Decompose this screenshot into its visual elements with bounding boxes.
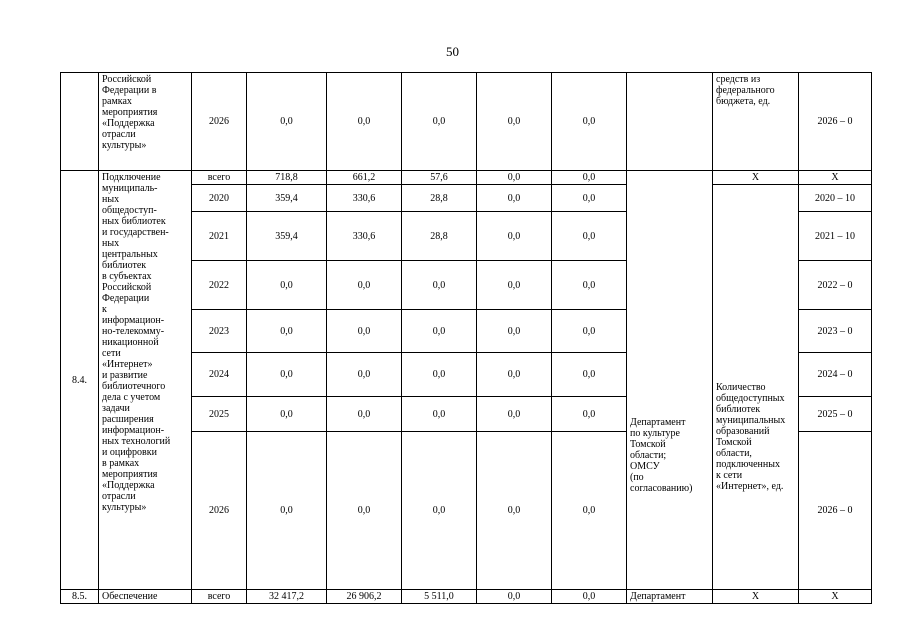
x-cell: Х — [799, 590, 872, 604]
year-cell: 2025 — [192, 397, 247, 432]
year-cell: 2020 — [192, 185, 247, 212]
federal-cell: 661,2 — [327, 171, 402, 185]
indicator-value-cell: 2021 – 10 — [799, 212, 872, 261]
regional-cell: 0,0 — [402, 397, 477, 432]
regional-cell: 0,0 — [402, 432, 477, 590]
indicator-value-cell: 2022 – 0 — [799, 261, 872, 310]
x-cell: Х — [713, 590, 799, 604]
year-cell: 2026 — [192, 432, 247, 590]
federal-cell: 0,0 — [327, 432, 402, 590]
local-cell: 0,0 — [477, 171, 552, 185]
local-cell: 0,0 — [477, 185, 552, 212]
local-cell: 0,0 — [477, 590, 552, 604]
federal-cell: 330,6 — [327, 212, 402, 261]
year-cell: 2026 — [192, 73, 247, 171]
other-cell: 0,0 — [552, 261, 627, 310]
table-row-continuation — [61, 73, 872, 171]
local-cell: 0,0 — [477, 310, 552, 353]
other-cell: 0,0 — [552, 73, 627, 171]
section-name-8-5: Обеспечение — [99, 590, 192, 604]
regional-cell: 57,6 — [402, 171, 477, 185]
other-cell: 0,0 — [552, 212, 627, 261]
total-cell: 359,4 — [247, 185, 327, 212]
total-cell: 0,0 — [247, 432, 327, 590]
total-cell: 359,4 — [247, 212, 327, 261]
federal-cell: 0,0 — [327, 397, 402, 432]
regional-cell: 28,8 — [402, 185, 477, 212]
year-cell: 2021 — [192, 212, 247, 261]
other-cell: 0,0 — [552, 397, 627, 432]
year-cell: всего — [192, 590, 247, 604]
regional-cell: 0,0 — [402, 310, 477, 353]
local-cell: 0,0 — [477, 73, 552, 171]
local-cell: 0,0 — [477, 212, 552, 261]
indicator-value-cell: 2024 – 0 — [799, 353, 872, 397]
local-cell: 0,0 — [477, 397, 552, 432]
regional-cell: 28,8 — [402, 212, 477, 261]
num-cell — [61, 73, 99, 171]
other-cell: 0,0 — [552, 310, 627, 353]
measure-name-cell: Российской Федерации в рамках мероприятия «Поддержка отрасли культуры» — [99, 73, 192, 171]
indicator-cell: средств из федерального бюджета, ед. — [713, 73, 799, 171]
indicator-value-cell: 2026 – 0 — [799, 432, 872, 590]
total-cell: 32 417,2 — [247, 590, 327, 604]
indicator-value-cell: 2020 – 10 — [799, 185, 872, 212]
year-cell: 2022 — [192, 261, 247, 310]
total-cell: 0,0 — [247, 353, 327, 397]
budget-table — [60, 72, 872, 604]
year-cell: 2024 — [192, 353, 247, 397]
x-cell: Х — [713, 171, 799, 185]
other-cell: 0,0 — [552, 432, 627, 590]
federal-cell: 0,0 — [327, 261, 402, 310]
indicator-8-4: Количество общедоступных библиотек муниципальных образований Томской области, подключенных к сети «Интернет», ед. — [713, 185, 799, 590]
indicator-value-cell: 2023 – 0 — [799, 310, 872, 353]
local-cell: 0,0 — [477, 353, 552, 397]
local-cell: 0,0 — [477, 261, 552, 310]
table-row-8-5 — [61, 590, 872, 604]
year-cell: 2023 — [192, 310, 247, 353]
x-cell: Х — [799, 171, 872, 185]
other-cell: 0,0 — [552, 185, 627, 212]
total-cell: 718,8 — [247, 171, 327, 185]
other-cell: 0,0 — [552, 171, 627, 185]
federal-cell: 330,6 — [327, 185, 402, 212]
federal-cell: 0,0 — [327, 353, 402, 397]
page-number: 50 — [446, 44, 459, 59]
table-row-8-4-total — [61, 171, 872, 185]
federal-cell: 0,0 — [327, 310, 402, 353]
total-cell: 0,0 — [247, 397, 327, 432]
executor-cell — [627, 73, 713, 171]
section-name-8-4: Подключение муниципаль- ных общедоступ- ных библиотек и государствен- ных центральных библиотек в субъектах Российской Федерации к информацион- но-телекомму- никационной сети «Интернет» и развитие библиотечного дела с учетом задачи расширения информацион- ных технологий и оцифровки в рамках мероприятия «Поддержка отрасли культуры» — [99, 171, 192, 590]
regional-cell: 0,0 — [402, 73, 477, 171]
executor-8-4: Департамент по культуре Томской области; ОМСУ (по согласованию) — [627, 171, 713, 590]
other-cell: 0,0 — [552, 353, 627, 397]
total-cell: 0,0 — [247, 261, 327, 310]
section-number-8-4: 8.4. — [61, 171, 99, 590]
regional-cell: 5 511,0 — [402, 590, 477, 604]
federal-cell: 26 906,2 — [327, 590, 402, 604]
section-number-8-5: 8.5. — [61, 590, 99, 604]
other-cell: 0,0 — [552, 590, 627, 604]
year-cell: всего — [192, 171, 247, 185]
regional-cell: 0,0 — [402, 261, 477, 310]
regional-cell: 0,0 — [402, 353, 477, 397]
federal-cell: 0,0 — [327, 73, 402, 171]
total-cell: 0,0 — [247, 310, 327, 353]
indicator-value-cell: 2026 – 0 — [799, 73, 872, 171]
local-cell: 0,0 — [477, 432, 552, 590]
indicator-value-cell: 2025 – 0 — [799, 397, 872, 432]
total-cell: 0,0 — [247, 73, 327, 171]
executor-8-5: Департамент — [627, 590, 713, 604]
